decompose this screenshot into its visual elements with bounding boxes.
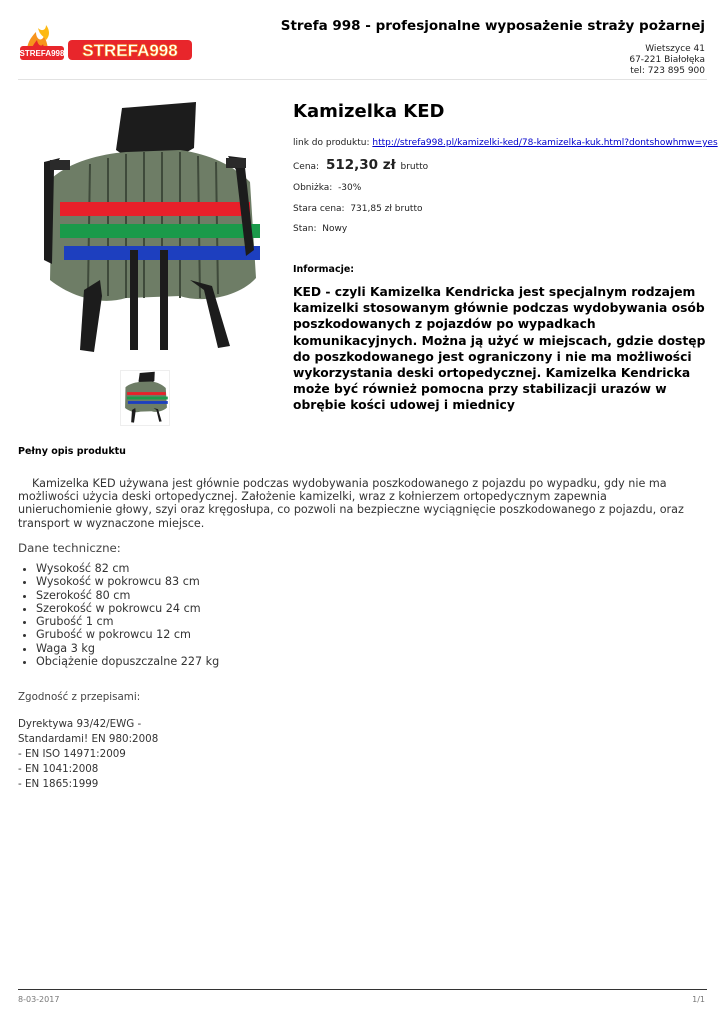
store-logo[interactable] [16, 22, 196, 70]
price-suffix: brutto [400, 162, 429, 172]
store-address [629, 44, 705, 77]
product-title: Kamizelka KED [293, 101, 445, 122]
compliance-list [18, 717, 158, 792]
logo-small-text: STREFA998 [19, 49, 65, 58]
full-description-heading: Pełny opis produktu [18, 446, 126, 457]
spec-item: • Wysokość 82 cm [36, 562, 219, 575]
address-street: Wietszyce 41 [645, 44, 705, 54]
discount-row [293, 183, 361, 193]
spec-item: • Szerokość w pokrowcu 24 cm [36, 602, 219, 615]
header-divider [18, 79, 707, 80]
spec-item: • Grubość w pokrowcu 12 cm [36, 628, 219, 641]
address-city: 67-221 Białołęka [629, 55, 705, 65]
discount-label: Obniżka: [293, 183, 333, 193]
ked-vest-illustration [30, 100, 266, 362]
condition-row [293, 224, 347, 234]
address-phone: tel: 723 895 900 [630, 66, 705, 76]
compliance-line: Dyrektywa 93/42/EWG - [18, 718, 142, 730]
condition-label: Stan: [293, 224, 317, 234]
logo-text: STREFA998 [82, 41, 178, 60]
compliance-line: - EN ISO 14971:2009 [18, 748, 126, 760]
spec-item: • Szerokość 80 cm [36, 589, 219, 602]
tech-specs-heading: Dane techniczne: [18, 541, 121, 555]
condition-value: Nowy [322, 224, 348, 234]
product-link-row [293, 138, 718, 148]
old-price-row [293, 204, 423, 214]
short-description: KED - czyli Kamizelka Kendricka jest specjalnym rodzajem kamizelki stosowanym głównie podczas wydobywania osób poszkodowanych z pojazdów po wypadkach komunikacyjnych. Można ją użyć w miejscach, gdzie dostęp do poszkodowanego jest ograniczony i nie ma możliwości wykorzystania deski ortopedycznej. Kamizelka Kendricka może być również pomocna przy stabilizacji urazów w obrębie kości udowej i miednicy [293, 285, 706, 413]
product-image[interactable] [30, 100, 266, 362]
compliance-heading: Zgodność z przepisami: [18, 691, 141, 703]
logo-graphic [16, 22, 196, 70]
spec-item: • Obciążenie dopuszczalne 227 kg [36, 655, 219, 668]
price-label: Cena: [293, 162, 320, 172]
full-description-paragraph: Kamizelka KED używana jest głównie podczas wydobywania poszkodowanego z pojazdu po wypadku, gdy nie ma możliwości użycia deski ortopedycznej. Założenie kamizelki, wraz z kołnierzem ortopedycznym zapewnia unieruchomienie głowy, szyi oraz kręgosłupa, co pozwoli na bezpieczne wyciągnięcie poszkodowanego z pojazdu, oraz transport w wyznaczone miejsce. [18, 477, 684, 530]
tech-specs-list [18, 562, 219, 668]
price-row [293, 157, 428, 173]
store-title: Strefa 998 - profesjonalne wyposażenie straży pożarnej [280, 18, 705, 34]
thumbnail-vest-icon [121, 371, 169, 425]
compliance-line: - EN 1865:1999 [18, 778, 99, 790]
compliance-line: Standardami! EN 980:2008 [18, 733, 159, 745]
discount-value: -30% [338, 183, 362, 193]
price-value: 512,30 zł [325, 157, 396, 173]
product-link[interactable]: http://strefa998.pl/kamizelki-ked/78-kamizelka-kuk.html?dontshowhmw=yes [372, 138, 718, 148]
footer-divider [18, 989, 707, 990]
spec-item: • Grubość 1 cm [36, 615, 219, 628]
spec-item: • Waga 3 kg [36, 642, 219, 655]
compliance-line: - EN 1041:2008 [18, 763, 99, 775]
spec-item: • Wysokość w pokrowcu 83 cm [36, 575, 219, 588]
product-thumbnail[interactable] [120, 370, 170, 426]
old-price-label: Stara cena: [293, 204, 345, 214]
footer-page-number: 1/1 [692, 995, 705, 1004]
info-heading: Informacje: [293, 264, 355, 275]
footer-date: 8-03-2017 [18, 995, 60, 1004]
old-price-value: 731,85 zł brutto [350, 204, 423, 214]
product-link-label: link do produktu: [293, 138, 370, 148]
